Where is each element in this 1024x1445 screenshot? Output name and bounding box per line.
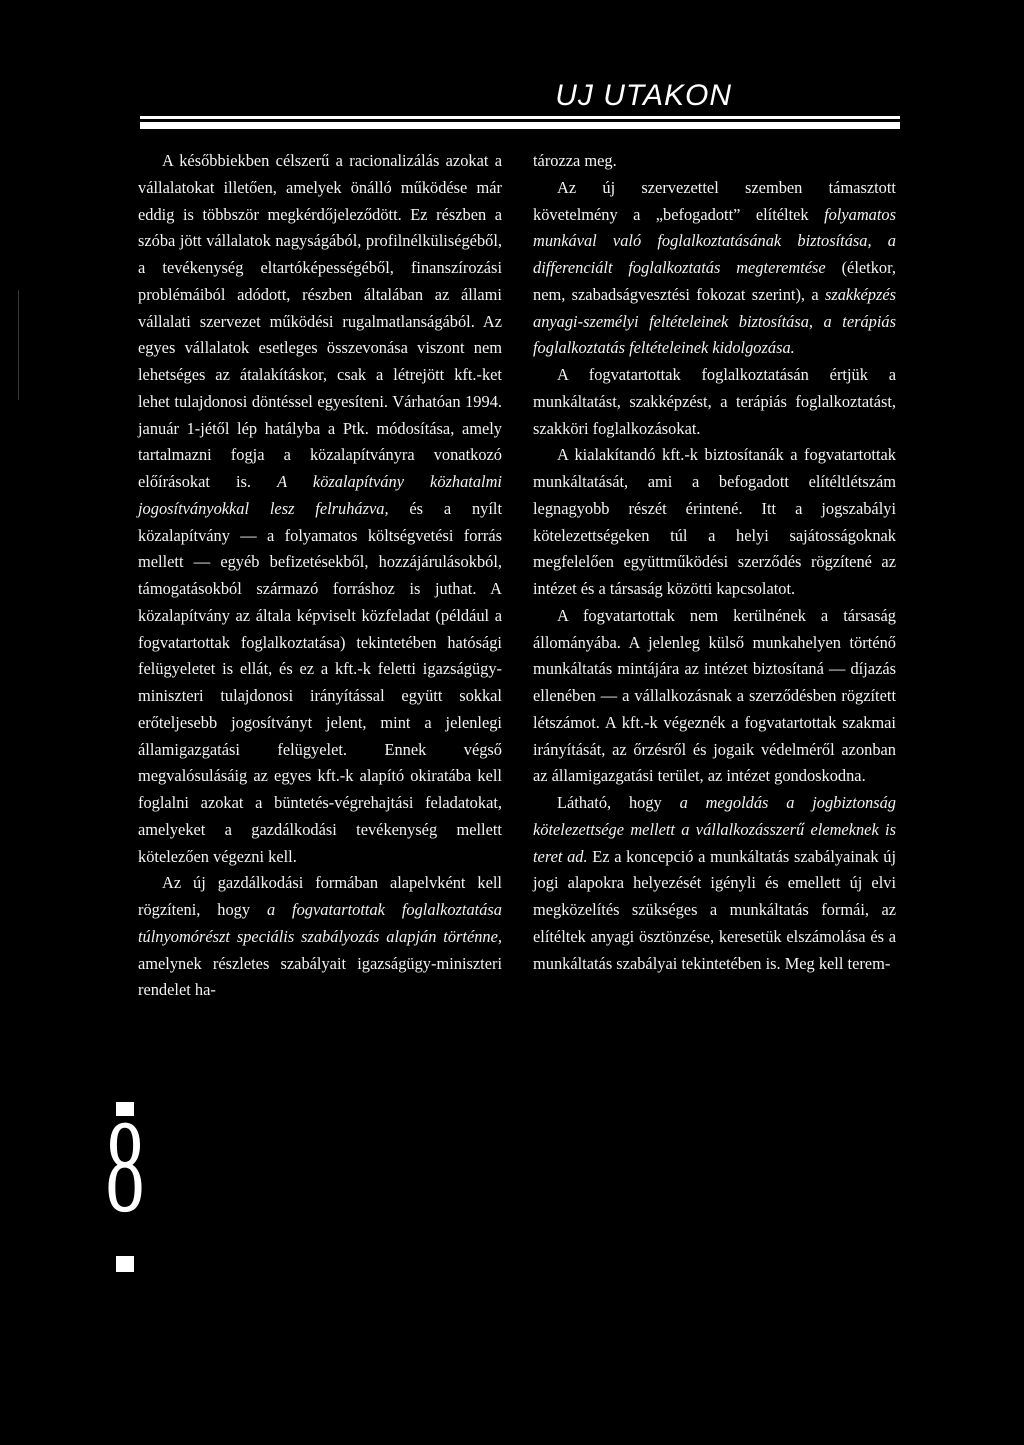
- body-text: Az új szervezettel szemben támasztott követelmény a „befogadott” elítéltek: [533, 177, 896, 224]
- left-text-column: [138, 148, 502, 1004]
- body-text: tározza meg.: [533, 151, 617, 170]
- page-header: [140, 78, 900, 128]
- right-text-column: [533, 148, 896, 977]
- body-text: amelynek részletes szabályait igazságügy-miniszteri rendelet ha-: [138, 953, 502, 1000]
- emphasis-text: a megoldás a jogbiztonság kötelezettsége mellett a vállalkozásszerű elemeknek is teret ad.: [533, 793, 896, 866]
- body-text: A fogvatartottak foglalkoztatásán értjük a munkáltatást, szakképzést, a terápiás foglalkoztatást, szakköri foglalkozásokat.: [533, 365, 896, 438]
- body-text: Látható, hogy: [557, 793, 680, 812]
- body-text: A későbbiekben célszerű a racionalizálás azokat a vállalatokat illetően, amelyek önálló működése már eddig is többször megkérdőjeleződött. Ez részben a szóba jött vállalatok nagyságából, profilnélküliségéből, a tevékenység eltartóképességéből, finanszírozási problémáiból adódott, részben általában az állami vállalati szervezet működési rugalmatlanságából. Az egyes vállalatok esetleges összevonása viszont nem lehetséges az átalakításkor, csak a létrejött kft.-ket lehet tulajdonosi döntéssel egyesíteni. Várhatóan 1994. január 1-jétől lép hatályba a Ptk. módosítása, amely tartalmazni fogja a közalapítványra vonatkozó előírásokat is.: [138, 151, 502, 491]
- scan-artifact-line: [18, 290, 19, 400]
- emphasis-text: A közalapítvány közhatalmi jogosítványokkal lesz felruházva,: [138, 472, 502, 518]
- page-number-marker: [105, 1092, 145, 1272]
- emphasis-text: a fogvatartottak foglalkoztatása túlnyomórészt speciális szabályozás alapján történne,: [138, 900, 502, 946]
- header-rule-thin: [140, 116, 900, 119]
- header-rule-thick: [140, 122, 900, 129]
- header-title: UJ UTAKON: [555, 79, 732, 112]
- paragraph: [533, 790, 896, 977]
- paragraph: [533, 362, 896, 442]
- paragraph: [138, 870, 502, 1004]
- body-text: (életkor, nem, szabadságvesztési fokozat szerint), a: [533, 258, 896, 304]
- paragraph: [533, 603, 896, 790]
- paragraph: [533, 442, 896, 603]
- paragraph: [533, 148, 896, 175]
- body-text: A kialakítandó kft.-k biztosítanák a fogvatartottak munkáltatását, ami a befogadott elítéltlétszám legnagyobb részét érintené. Itt a jogszabályi kötelezettségeken túl a helyi sajátosságoknak megfelelően együttműködési szerződés rögzítené az intézet és a társaság közötti kapcsolatot.: [533, 445, 896, 598]
- marker-bottom-bar: [116, 1256, 134, 1272]
- paragraph: [533, 175, 896, 362]
- body-text: Az új gazdálkodási formában alapelvként kell rögzíteni, hogy: [138, 873, 502, 919]
- emphasis-text: szakképzés anyagi-személyi feltételeinek biztosítása, a terápiás foglalkoztatás feltételeinek kidolgozása.: [533, 284, 896, 358]
- body-text: Ez a koncepció a munkáltatás szabályainak új jogi alapokra helyezését igényli és emellett új elvi megközelítés szükséges a munkáltatás formái, az elítéltek anyagi ösztönzése, keresetük elszámolása és a munkáltatás szabályai tekintetében is. Meg kell terem-: [533, 846, 896, 973]
- page-number-glyph: 8: [105, 1092, 145, 1241]
- paragraph: [138, 148, 502, 870]
- body-text: és a nyílt közalapítvány — a folyamatos költségvetési forrás mellett — egyéb befizetésekből, hozzájárulásokból, támogatásokból származó forráshoz is juthat. A közalapítvány az általa képviselt közfeladat (például a fogvatartottak foglalkoztatása) tekintetében hatósági felügyeletet is ellát, és ez a kft.-k feletti igazságügy-miniszteri tulajdonosi irányítással együtt sokkal erőteljesebb jogosítványt jelent, mint a jelenlegi államigazgatási felügyelet. Ennek végső megvalósulásáig az egyes kft.-k alapító okiratába kell foglalni azokat a büntetés-végrehajtási feladatokat, amelyeket a gazdálkodási tevékenység mellett kötelezően végezni kell.: [138, 498, 502, 866]
- emphasis-text: folyamatos munkával való foglalkoztatásának biztosítása, a differenciált foglalkoztatás megteremtése: [533, 204, 896, 277]
- body-text: A fogvatartottak nem kerülnének a társaság állományába. A jelenleg külső munkahelyen történő munkáltatás mintájára az intézet biztosítaná — díjazás ellenében — a vállalkozásnak a szerződésben rögzített létszámot. A kft.-k végeznék a fogvatartottak szakmai irányítását, az őrzésről és jogaik védelméről azonban az államigazgatási terület, az intézet gondoskodna.: [533, 605, 896, 786]
